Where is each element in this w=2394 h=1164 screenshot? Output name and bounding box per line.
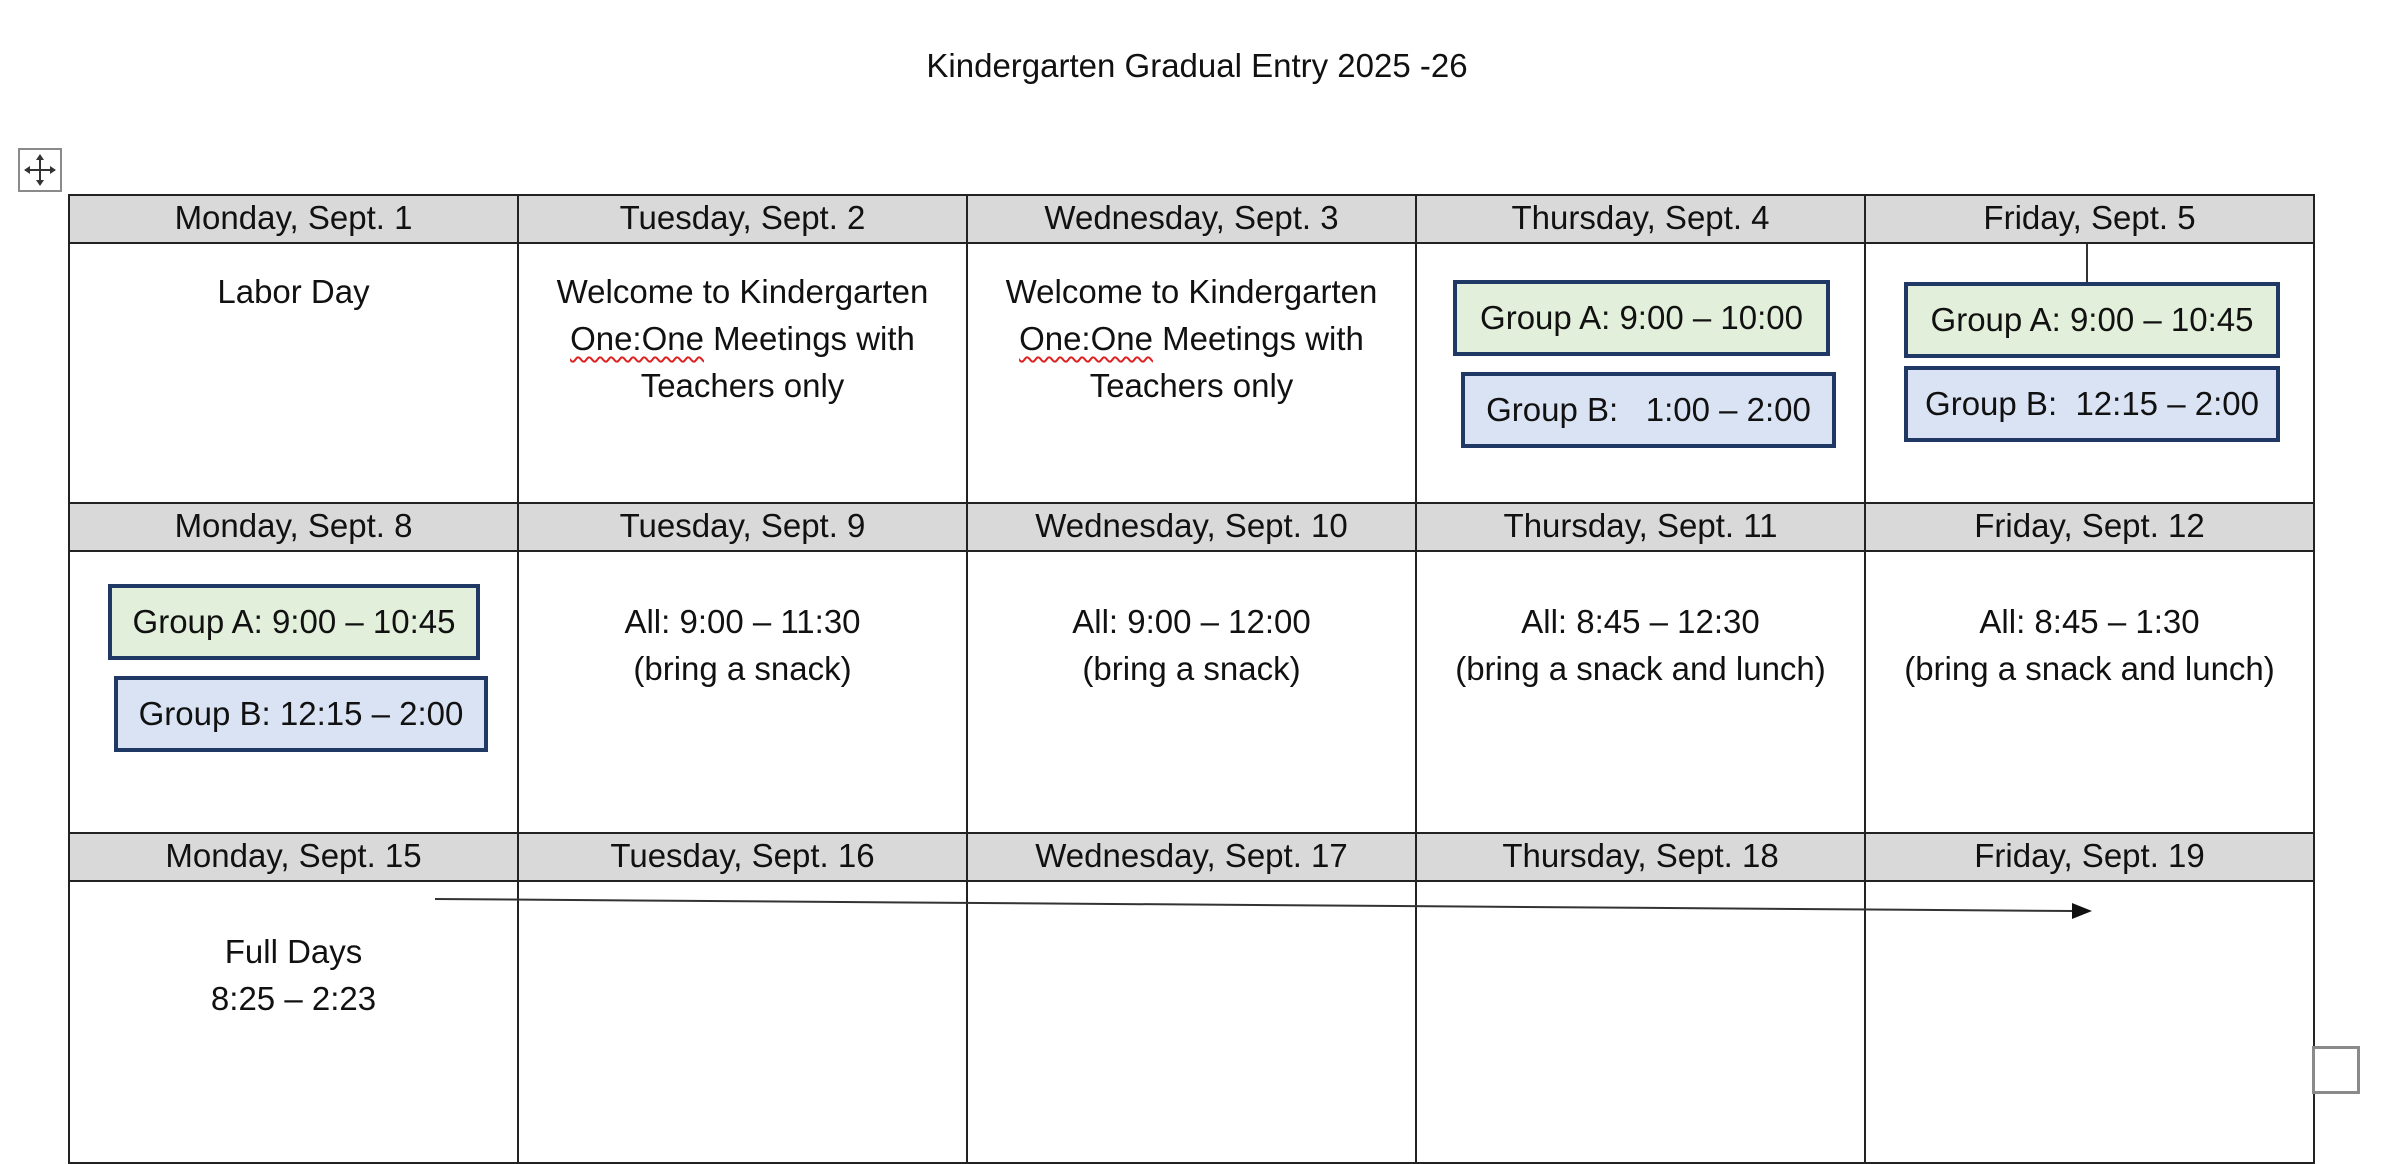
cell-line: Full Days — [224, 933, 363, 970]
cell-line: All: 8:45 – 1:30 — [1979, 603, 2200, 640]
cell-line: Teachers only — [640, 367, 845, 404]
cell-line: All: 8:45 – 12:30 — [1521, 603, 1760, 640]
day-cell[interactable] — [1865, 881, 2314, 1163]
cell-line: All: 9:00 – 12:00 — [1072, 603, 1311, 640]
spelling-flag[interactable]: One:One — [1019, 320, 1153, 357]
day-header: Friday, Sept. 5 — [1865, 195, 2314, 243]
day-header: Tuesday, Sept. 16 — [518, 833, 967, 881]
day-cell[interactable] — [1416, 551, 1865, 833]
week3-header-row — [69, 833, 2314, 881]
holiday-label: Labor Day — [217, 273, 370, 310]
cell-line: (bring a snack and lunch) — [1904, 650, 2275, 687]
day-header: Monday, Sept. 8 — [69, 503, 518, 551]
cell-line: Teachers only — [1089, 367, 1294, 404]
day-cell[interactable] — [1416, 881, 1865, 1163]
day-cell[interactable] — [967, 551, 1416, 833]
day-cell[interactable] — [1865, 551, 2314, 833]
day-cell[interactable] — [967, 243, 1416, 503]
schedule-table — [68, 194, 2315, 1164]
day-header: Tuesday, Sept. 2 — [518, 195, 967, 243]
group-b-box[interactable]: Group B: 12:15 – 2:00 — [114, 676, 488, 752]
cell-line: 8:25 – 2:23 — [210, 980, 377, 1017]
cell-line: Welcome to Kindergarten — [556, 273, 929, 310]
day-cell[interactable] — [69, 243, 518, 503]
group-b-box[interactable]: Group B: 1:00 – 2:00 — [1461, 372, 1836, 448]
week3-body-row — [69, 881, 2314, 1163]
week2-body-row — [69, 551, 2314, 833]
group-a-box[interactable]: Group A: 9:00 – 10:45 — [1904, 282, 2280, 358]
move-arrows-icon[interactable] — [18, 148, 62, 192]
day-cell[interactable] — [69, 881, 518, 1163]
day-header: Friday, Sept. 12 — [1865, 503, 2314, 551]
day-cell[interactable] — [69, 551, 518, 833]
day-cell[interactable] — [1865, 243, 2314, 503]
spelling-flag[interactable]: One:One — [570, 320, 704, 357]
day-header: Thursday, Sept. 4 — [1416, 195, 1865, 243]
day-cell[interactable] — [1416, 243, 1865, 503]
cell-line: (bring a snack and lunch) — [1455, 650, 1826, 687]
day-cell[interactable] — [518, 551, 967, 833]
cell-line: One:One Meetings with — [570, 320, 915, 357]
day-header: Thursday, Sept. 18 — [1416, 833, 1865, 881]
group-b-box[interactable]: Group B: 12:15 – 2:00 — [1904, 366, 2280, 442]
cell-line: One:One Meetings with — [1019, 320, 1364, 357]
group-a-box[interactable]: Group A: 9:00 – 10:00 — [1453, 280, 1830, 356]
cell-line: (bring a snack) — [1082, 650, 1301, 687]
page-title: Kindergarten Gradual Entry 2025 -26 — [926, 47, 1468, 84]
day-header: Wednesday, Sept. 17 — [967, 833, 1416, 881]
week1-body-row — [69, 243, 2314, 503]
day-header: Tuesday, Sept. 9 — [518, 503, 967, 551]
week2-header-row — [69, 503, 2314, 551]
day-cell[interactable] — [518, 243, 967, 503]
day-header: Monday, Sept. 1 — [69, 195, 518, 243]
cell-line: Welcome to Kindergarten — [1005, 273, 1378, 310]
day-header: Friday, Sept. 19 — [1865, 833, 2314, 881]
day-header: Monday, Sept. 15 — [69, 833, 518, 881]
resize-handle-icon[interactable] — [2312, 1046, 2360, 1094]
group-a-box[interactable]: Group A: 9:00 – 10:45 — [108, 584, 480, 660]
day-cell[interactable] — [967, 881, 1416, 1163]
cell-line: All: 9:00 – 11:30 — [624, 603, 861, 640]
day-cell[interactable] — [518, 881, 967, 1163]
day-header: Wednesday, Sept. 10 — [967, 503, 1416, 551]
day-header: Thursday, Sept. 11 — [1416, 503, 1865, 551]
cell-line: (bring a snack) — [633, 650, 852, 687]
week1-header-row — [69, 195, 2314, 243]
day-header: Wednesday, Sept. 3 — [967, 195, 1416, 243]
